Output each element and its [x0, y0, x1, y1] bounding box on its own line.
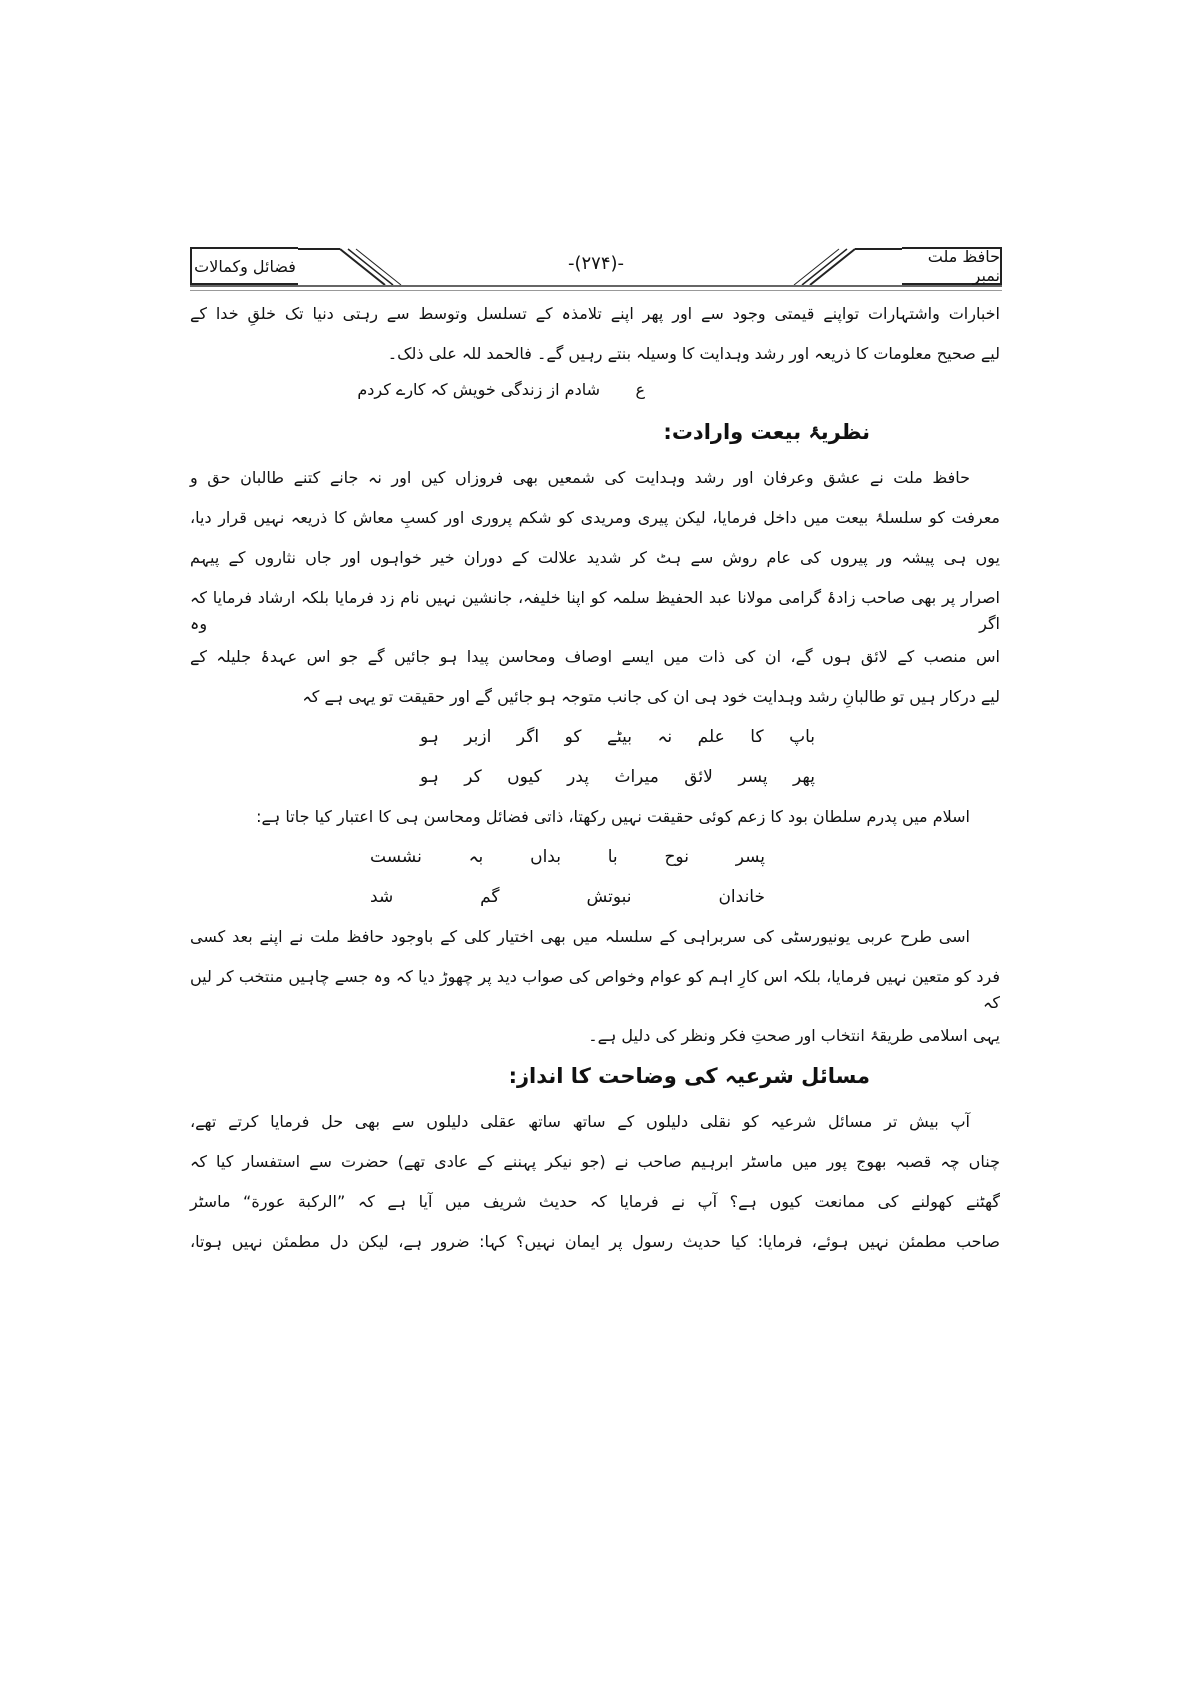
verse-word: نہ: [657, 727, 673, 747]
verse-word: بداں: [530, 847, 561, 867]
paragraph-line: گھٹنے کھولنے کی ممانعت کیوں ہے؟ آپ نے فرمایا کہ حدیث شریف میں آیا ہے کہ ”الرکبة عورة“ ماسٹر: [190, 1192, 1000, 1211]
quote-marker: ع: [635, 380, 645, 399]
header-book-title: حافظ ملت نمبر: [902, 247, 1002, 285]
verse-word: پسر: [735, 847, 765, 867]
persian-quote: [190, 374, 1000, 412]
page-number: -(۲۷۴)-: [567, 253, 625, 274]
verse-word: پدر: [567, 767, 589, 787]
paragraph-line: آپ بیش تر مسائل شرعیہ کو نقلی دلیلوں کے ساتھ ساتھ عقلی دلیلوں سے بھی حل فرمایا کرتے تھے،: [190, 1112, 970, 1131]
couplet-1-line-2: [420, 757, 815, 797]
verse-word: لائق: [684, 767, 713, 787]
verse-word: گم: [480, 887, 500, 907]
paragraph-line: لیے درکار ہیں تو طالبانِ رشد وہدایت خود ہی ان کی جانب متوجہ ہو جائیں گے اور حقیقت تو یہی ہے کہ: [302, 687, 1000, 706]
paragraph-line: یوں ہی پیشہ ور پیروں کی عام روش سے ہٹ کر شدید علالت کے دوران خیر خواہوں اور جاں نثاروں کے پیہم: [190, 548, 1000, 567]
verse-word: باپ: [789, 727, 815, 747]
verse-word: بیٹے: [606, 727, 632, 747]
header-chapter-title: فضائل وکمالات: [190, 247, 298, 285]
header-rule: [190, 285, 1002, 291]
paragraph-line: معرفت کو سلسلۂ بیعت میں داخل فرمایا، لیکن پیری ومریدی کو شکم پروری اور کسبِ معاش کا ذریعہ نہیں قرار دیا،: [190, 508, 1000, 527]
verse-word: اگر: [516, 727, 540, 747]
verse-word: ازبر: [464, 727, 492, 747]
verse-word: پھر: [793, 767, 815, 787]
verse-word: نبوتش: [586, 887, 632, 907]
verse-word: ہو: [420, 727, 439, 747]
paragraph-line: صاحب مطمئن نہیں ہوئے، فرمایا: کیا حدیث رسول پر ایمان نہیں؟ کہا: ضرور ہے، لیکن دل مطمئن نہیں ہوتا،: [190, 1232, 1000, 1251]
paragraph-line: اسلام میں پدرم سلطان بود کا زعم کوئی حقیقت نہیں رکھتا، ذاتی فضائل ومحاسن ہی کا اعتبار کیا جاتا ہے:: [256, 807, 970, 826]
verse-word: شد: [370, 887, 394, 907]
paragraph-line: فرد کو متعین نہیں فرمایا، بلکہ اس کارِ اہم کو عوام وخواص کی صواب دید پر چھوڑ دیا کہ وہ جسے چاہیں منتخب کر لیں کہ: [190, 967, 1000, 1012]
section-heading: [190, 1056, 1000, 1102]
verse-word: پسر: [738, 767, 768, 787]
verse-word: نوح: [664, 847, 689, 867]
verse-word: خاندان: [718, 887, 765, 907]
verse-word: میراث: [614, 767, 659, 787]
verse-word: کو: [564, 727, 582, 747]
verse-word: نشست: [370, 847, 422, 867]
paragraph-line: چناں چہ قصبہ بھوج پور میں ماسٹر ابرہیم صاحب نے (جو نیکر پہننے کے عادی تھے) حضرت سے استفسار کیا کہ: [190, 1152, 1000, 1171]
paragraph-line: حافظ ملت نے عشق وعرفان اور رشد وہدایت کی شمعیں بھی فروزاں کیں اور نہ جانے کتنے طالبان حق و: [190, 468, 970, 487]
verse-word: با: [607, 847, 618, 867]
paragraph-line: اصرار پر بھی صاحب زادۂ گرامی مولانا عبد الحفیظ سلمہ کو اپنا خلیفہ، جانشین نہیں نام زد فرمایا بلکہ ارشاد فرمایا کہ اگر وہ: [190, 588, 1000, 633]
verse-word: ہو: [420, 767, 439, 787]
verse-word: کا: [750, 727, 764, 747]
paragraph-line: اسی طرح عربی یونیورسٹی کی سربراہی کے سلسلہ میں بھی اختیار کلی کے باوجود حافظ ملت نے اپنے بعد کسی: [190, 927, 970, 946]
page-header: [190, 247, 1002, 287]
verse-word: کر: [464, 767, 482, 787]
heading-text: نظریۂ بیعت وارادت:: [663, 420, 870, 444]
couplet-2-line-1: [370, 837, 765, 877]
verse-word: کیوں: [507, 767, 542, 787]
quote-text: شادم از زندگی خویش کہ کارے کردم: [357, 380, 600, 399]
paragraph-line: یہی اسلامی طریقۂ انتخاب اور صحتِ فکر ونظر کی دلیل ہے۔: [588, 1026, 1000, 1045]
intro-line: لیے صحیح معلومات کا ذریعہ اور رشد وہدایت کا وسیلہ بنتے رہیں گے۔ فالحمد للہ علی ذلک۔: [387, 344, 1000, 363]
heading-text: مسائل شرعیہ کی وضاحت کا انداز:: [508, 1064, 870, 1088]
section-heading: [190, 412, 1000, 458]
paragraph-line: اس منصب کے لائق ہوں گے، ان کی ذات میں ایسے اوصاف ومحاسن پیدا ہو جائیں گے جو اس عہدۂ جلیلہ کے: [190, 647, 1000, 666]
verse-word: علم: [697, 727, 725, 747]
couplet-1-line-1: [420, 717, 815, 757]
page-body: [190, 294, 1000, 1262]
intro-line: اخبارات واشتہارات تواپنے قیمتی وجود سے اور پھر اپنے تلامذہ کے تسلسل وتوسط سے رہتی دنیا تک خلقِ خدا کے: [190, 304, 1000, 323]
verse-word: بہ: [468, 847, 484, 867]
couplet-2-line-2: [370, 877, 765, 917]
